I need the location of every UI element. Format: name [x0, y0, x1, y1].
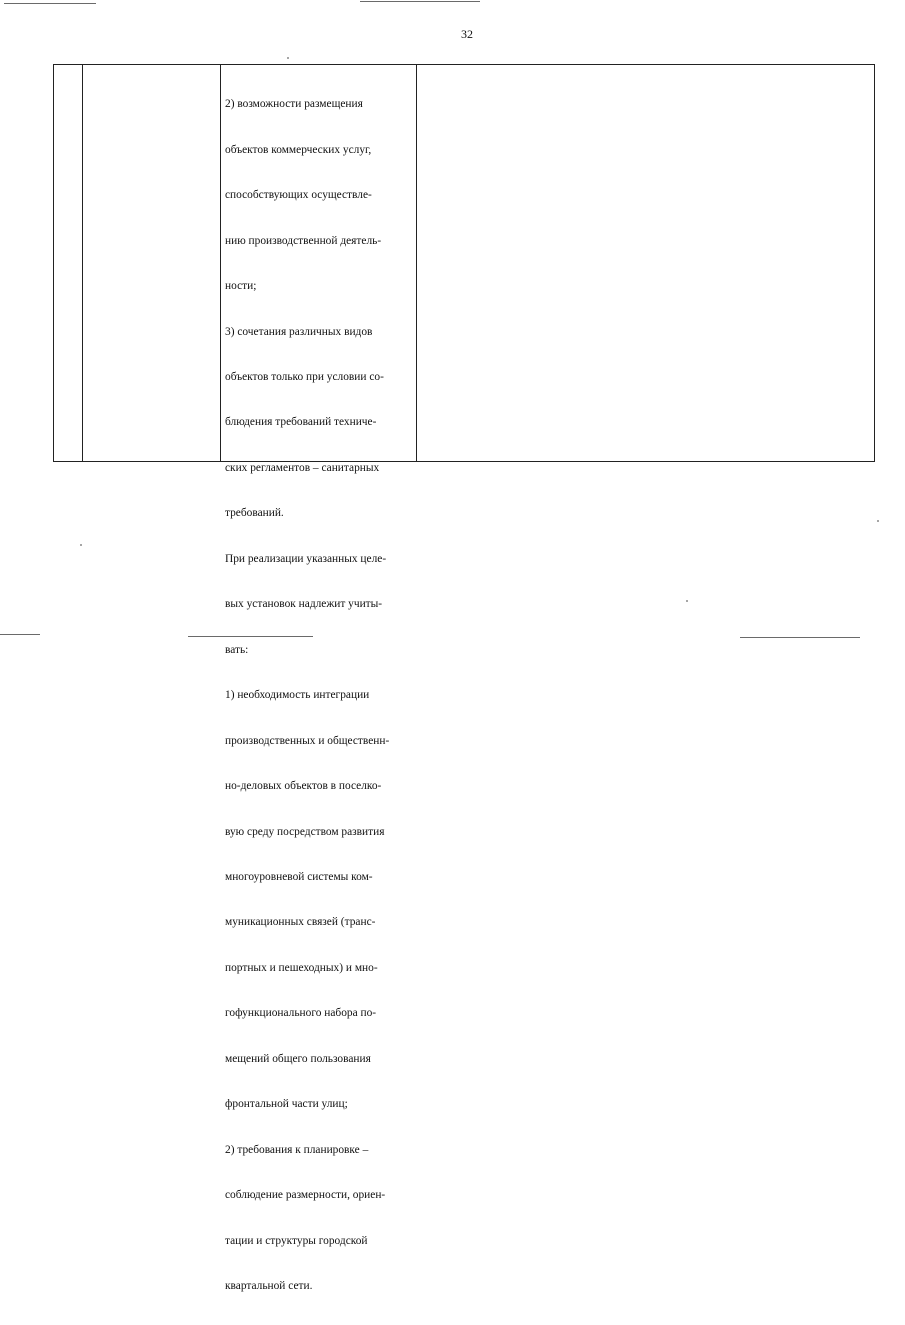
table-column-divider — [416, 65, 417, 461]
text-line: но-деловых объектов в поселко- — [225, 780, 382, 793]
text-line: вать: — [225, 643, 249, 656]
text-line: ских регламентов – санитарных — [225, 461, 380, 474]
table-cell-text — [225, 67, 413, 1325]
text-line: производственных и общественн- — [225, 734, 390, 747]
text-line: тации и структуры городской — [225, 1234, 368, 1247]
scan-edge-bottom-right — [740, 637, 860, 638]
text-line: вую среду посредством развития — [225, 825, 385, 838]
text-line: гофункционального набора по- — [225, 1007, 377, 1020]
text-line: При реализации указанных целе- — [225, 552, 387, 565]
scan-speck — [877, 520, 879, 522]
scan-speck — [686, 600, 688, 602]
text-line: фронтальной части улиц; — [225, 1098, 348, 1111]
scan-speck — [80, 544, 82, 546]
text-line: мещений общего пользования — [225, 1052, 371, 1065]
scan-edge-top-right — [360, 1, 480, 2]
text-line: муникационных связей (транс- — [225, 916, 376, 929]
text-line: 2) возможности размещения — [225, 98, 363, 111]
text-line: портных и пешеходных) и мно- — [225, 961, 378, 974]
scan-speck — [287, 57, 289, 59]
text-line: ности; — [225, 280, 257, 293]
text-line: требований. — [225, 507, 284, 520]
page-number: 32 — [461, 27, 473, 41]
text-line: способствующих осуществле- — [225, 189, 372, 202]
text-line: 2) требования к планировке – — [225, 1143, 369, 1156]
text-line: блюдения требований техниче- — [225, 416, 377, 429]
text-line: 3) сочетания различных видов — [225, 325, 373, 338]
text-line: объектов только при условии со- — [225, 371, 384, 384]
text-line: квартальной сети. — [225, 1280, 313, 1293]
text-line: многоуровневой системы ком- — [225, 871, 373, 884]
text-line: объектов коммерческих услуг, — [225, 143, 372, 156]
scan-edge-top-left — [4, 3, 96, 4]
table-column-divider — [220, 65, 221, 461]
table-column-divider — [82, 65, 83, 461]
document-table — [53, 64, 875, 1293]
text-line: 1) необходимость интеграции — [225, 689, 370, 702]
text-line: соблюдение размерности, ориен- — [225, 1189, 386, 1202]
text-line: нию производственной деятель- — [225, 234, 382, 247]
scan-edge-bottom-left — [0, 634, 40, 635]
text-line: вых установок надлежит учиты- — [225, 598, 383, 611]
